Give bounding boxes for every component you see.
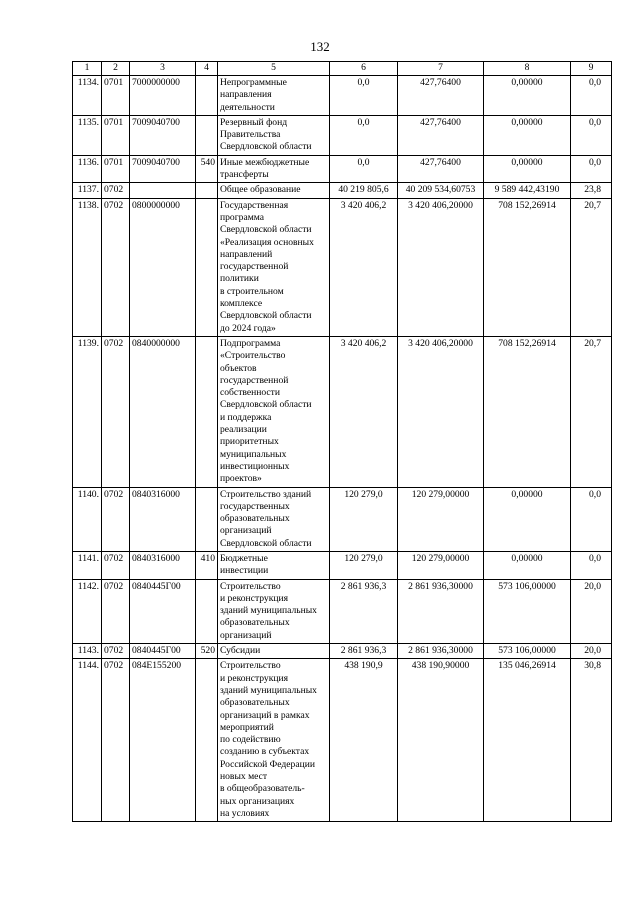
table-row bbox=[73, 155, 612, 183]
cell-executed-amount bbox=[484, 659, 571, 822]
row-name-text: Непрограммные направления деятельности bbox=[220, 77, 287, 113]
cell-row-number bbox=[73, 183, 102, 198]
cell-budget-list-amount bbox=[398, 183, 484, 198]
approved-amount-text: 120 279,0 bbox=[344, 488, 383, 500]
section-code-text: 0702 bbox=[104, 184, 124, 196]
cell-budget-list-amount bbox=[398, 155, 484, 183]
executed-amount-text: 0,00000 bbox=[511, 488, 543, 500]
cell-approved-amount bbox=[330, 336, 398, 487]
cell-section-code bbox=[102, 644, 130, 659]
approved-amount-text: 2 861 936,3 bbox=[340, 645, 387, 657]
cell-executed-amount bbox=[484, 336, 571, 487]
cell-row-number bbox=[73, 644, 102, 659]
cell-execution-percent bbox=[571, 551, 612, 579]
cell-execution-percent bbox=[571, 155, 612, 183]
approved-amount-text: 40 219 805,6 bbox=[338, 184, 389, 196]
section-code-text: 0702 bbox=[104, 488, 124, 500]
approved-amount-text: 438 190,9 bbox=[344, 660, 383, 672]
cell-expense-type-code bbox=[196, 155, 218, 183]
execution-percent-text: 0,0 bbox=[589, 156, 601, 168]
target-article-code-text: 0840445Г00 bbox=[132, 645, 181, 657]
cell-executed-amount bbox=[484, 115, 571, 155]
cell-section-code bbox=[102, 198, 130, 336]
approved-amount-text: 3 420 406,2 bbox=[340, 199, 387, 211]
table-row bbox=[73, 487, 612, 551]
cell-expense-type-code bbox=[196, 487, 218, 551]
expense-type-code-text: 520 bbox=[200, 645, 215, 657]
cell-execution-percent bbox=[571, 644, 612, 659]
target-article-code-text: 0840000000 bbox=[132, 337, 180, 349]
cell-expense-type-code bbox=[196, 76, 218, 116]
budget-table bbox=[72, 61, 612, 822]
execution-percent-text: 0,0 bbox=[589, 488, 601, 500]
executed-amount-text: 0,00000 bbox=[511, 552, 543, 564]
cell-row-number bbox=[73, 659, 102, 822]
cell-approved-amount bbox=[330, 644, 398, 659]
section-code-text: 0702 bbox=[104, 199, 124, 211]
row-name-text: Бюджетные инвестиции bbox=[220, 552, 269, 577]
cell-executed-amount bbox=[484, 551, 571, 579]
cell-approved-amount bbox=[330, 155, 398, 183]
budget-list-amount-text: 3 420 406,20000 bbox=[408, 199, 473, 211]
execution-percent-text: 23,8 bbox=[584, 184, 601, 196]
target-article-code-text: 7009040700 bbox=[132, 116, 180, 128]
cell-expense-type-code bbox=[196, 336, 218, 487]
row-number-text: 1139. bbox=[77, 337, 99, 349]
cell-approved-amount bbox=[330, 115, 398, 155]
section-code-text: 0701 bbox=[104, 116, 124, 128]
target-article-code-text: 7009040700 bbox=[132, 156, 180, 168]
executed-amount-text: 573 106,00000 bbox=[498, 580, 556, 592]
target-article-code-text: 0840445Г00 bbox=[132, 580, 181, 592]
row-name-text: Подпрограмма «Строительство объектов государственной собственности Свердловской области и поддержка реализации приоритетных муниципальных инвестиционных проектов» bbox=[220, 337, 312, 485]
execution-percent-text: 0,0 bbox=[589, 552, 601, 564]
cell-execution-percent bbox=[571, 336, 612, 487]
row-name-text: Строительство и реконструкция зданий муниципальных образовательных организаций в рамках мероприятий по содействию созданию в субъектах Российской Федерации новых мест в общеобразователь- ных организациях на условиях bbox=[220, 660, 317, 819]
cell-row-number bbox=[73, 198, 102, 336]
cell-budget-list-amount bbox=[398, 551, 484, 579]
cell-target-article-code bbox=[130, 551, 196, 579]
cell-approved-amount bbox=[330, 76, 398, 116]
cell-target-article-code bbox=[130, 579, 196, 643]
cell-target-article-code bbox=[130, 183, 196, 198]
cell-expense-type-code bbox=[196, 183, 218, 198]
row-number-text: 1144. bbox=[77, 660, 99, 672]
cell-approved-amount bbox=[330, 183, 398, 198]
cell-target-article-code bbox=[130, 198, 196, 336]
cell-row-number bbox=[73, 336, 102, 487]
cell-budget-list-amount bbox=[398, 76, 484, 116]
budget-list-amount-text: 438 190,90000 bbox=[411, 660, 470, 672]
row-number-text: 1135. bbox=[77, 116, 99, 128]
table-row bbox=[73, 644, 612, 659]
section-code-text: 0702 bbox=[104, 660, 124, 672]
cell-executed-amount bbox=[484, 155, 571, 183]
cell-target-article-code bbox=[130, 155, 196, 183]
cell-target-article-code bbox=[130, 487, 196, 551]
cell-executed-amount bbox=[484, 487, 571, 551]
executed-amount-text: 0,00000 bbox=[511, 77, 543, 88]
cell-row-name bbox=[218, 76, 330, 116]
table-row bbox=[73, 336, 612, 487]
executed-amount-text: 135 046,26914 bbox=[498, 660, 556, 672]
cell-execution-percent bbox=[571, 115, 612, 155]
cell-row-name bbox=[218, 183, 330, 198]
row-number-text: 1137. bbox=[77, 184, 99, 196]
execution-percent-text: 20,0 bbox=[584, 580, 601, 592]
row-number-text: 1140. bbox=[77, 488, 99, 500]
cell-expense-type-code bbox=[196, 551, 218, 579]
page-number: 132 bbox=[310, 39, 330, 54]
executed-amount-text: 708 152,26914 bbox=[498, 337, 556, 349]
cell-execution-percent bbox=[571, 487, 612, 551]
execution-percent-text: 20,0 bbox=[584, 645, 601, 657]
cell-row-number bbox=[73, 551, 102, 579]
cell-row-number bbox=[73, 487, 102, 551]
executed-amount-text: 708 152,26914 bbox=[498, 199, 556, 211]
cell-budget-list-amount bbox=[398, 198, 484, 336]
cell-executed-amount bbox=[484, 183, 571, 198]
header-col-5: 5 bbox=[218, 62, 330, 76]
cell-section-code bbox=[102, 183, 130, 198]
cell-section-code bbox=[102, 336, 130, 487]
executed-amount-text: 0,00000 bbox=[511, 156, 543, 168]
cell-row-name bbox=[218, 644, 330, 659]
row-number-text: 1142. bbox=[77, 580, 99, 592]
approved-amount-text: 120 279,0 bbox=[344, 552, 383, 564]
approved-amount-text: 2 861 936,3 bbox=[340, 580, 387, 592]
execution-percent-text: 30,8 bbox=[584, 660, 601, 672]
row-number-text: 1136. bbox=[77, 156, 99, 168]
approved-amount-text: 0,0 bbox=[357, 156, 370, 168]
budget-list-amount-text: 427,76400 bbox=[420, 77, 461, 88]
section-code-text: 0702 bbox=[104, 337, 124, 349]
cell-row-number bbox=[73, 76, 102, 116]
budget-list-amount-text: 3 420 406,20000 bbox=[408, 337, 473, 349]
cell-target-article-code bbox=[130, 659, 196, 822]
row-number-text: 1143. bbox=[77, 645, 99, 657]
executed-amount-text: 0,00000 bbox=[511, 116, 543, 128]
header-col-7: 7 bbox=[398, 62, 484, 76]
cell-execution-percent bbox=[571, 183, 612, 198]
target-article-code-text: 084E155200 bbox=[132, 660, 182, 672]
table-row bbox=[73, 115, 612, 155]
cell-execution-percent bbox=[571, 198, 612, 336]
target-article-code-text: 0840316000 bbox=[132, 552, 180, 564]
cell-section-code bbox=[102, 551, 130, 579]
cell-section-code bbox=[102, 487, 130, 551]
cell-budget-list-amount bbox=[398, 487, 484, 551]
cell-section-code bbox=[102, 155, 130, 183]
row-name-text: Общее образование bbox=[220, 184, 301, 196]
cell-expense-type-code bbox=[196, 115, 218, 155]
table-row bbox=[73, 551, 612, 579]
cell-expense-type-code bbox=[196, 659, 218, 822]
approved-amount-text: 0,0 bbox=[357, 116, 370, 128]
row-name-text: Субсидии bbox=[220, 645, 261, 657]
cell-row-name bbox=[218, 115, 330, 155]
approved-amount-text: 0,0 bbox=[357, 77, 370, 88]
cell-row-name bbox=[218, 198, 330, 336]
cell-row-name bbox=[218, 659, 330, 822]
row-name-text: Резервный фонд Правительства Свердловской области bbox=[220, 116, 312, 153]
target-article-code-text: 7000000000 bbox=[132, 77, 180, 88]
execution-percent-text: 0,0 bbox=[589, 116, 601, 128]
cell-row-number bbox=[73, 579, 102, 643]
table-header-row bbox=[73, 62, 612, 76]
row-name-text: Строительство зданий государственных образовательных организаций Свердловской области bbox=[220, 488, 312, 549]
cell-section-code bbox=[102, 115, 130, 155]
section-code-text: 0702 bbox=[104, 645, 124, 657]
cell-budget-list-amount bbox=[398, 579, 484, 643]
table-row bbox=[73, 579, 612, 643]
cell-row-name bbox=[218, 551, 330, 579]
cell-section-code bbox=[102, 659, 130, 822]
cell-target-article-code bbox=[130, 76, 196, 116]
budget-list-amount-text: 120 279,00000 bbox=[411, 552, 470, 564]
budget-list-amount-text: 2 861 936,30000 bbox=[408, 645, 473, 657]
execution-percent-text: 20,7 bbox=[584, 337, 601, 349]
budget-list-amount-text: 427,76400 bbox=[420, 116, 461, 128]
cell-approved-amount bbox=[330, 579, 398, 643]
execution-percent-text: 20,7 bbox=[584, 199, 601, 211]
cell-expense-type-code bbox=[196, 644, 218, 659]
row-number-text: 1138. bbox=[77, 199, 99, 211]
expense-type-code-text: 540 bbox=[200, 156, 215, 168]
target-article-code-text: 0800000000 bbox=[132, 199, 180, 211]
cell-budget-list-amount bbox=[398, 644, 484, 659]
execution-percent-text: 0,0 bbox=[589, 77, 601, 88]
cell-row-name bbox=[218, 487, 330, 551]
table-row bbox=[73, 659, 612, 822]
cell-expense-type-code bbox=[196, 579, 218, 643]
cell-executed-amount bbox=[484, 76, 571, 116]
table-row bbox=[73, 76, 612, 116]
row-name-text: Строительство и реконструкция зданий муниципальных образовательных организаций bbox=[220, 580, 317, 641]
cell-row-number bbox=[73, 155, 102, 183]
budget-list-amount-text: 2 861 936,30000 bbox=[408, 580, 473, 592]
section-code-text: 0701 bbox=[104, 77, 124, 88]
cell-executed-amount bbox=[484, 644, 571, 659]
cell-approved-amount bbox=[330, 487, 398, 551]
header-col-6: 6 bbox=[330, 62, 398, 76]
section-code-text: 0702 bbox=[104, 580, 124, 592]
approved-amount-text: 3 420 406,2 bbox=[340, 337, 387, 349]
cell-budget-list-amount bbox=[398, 659, 484, 822]
budget-list-amount-text: 120 279,00000 bbox=[411, 488, 470, 500]
header-col-4: 4 bbox=[196, 62, 218, 76]
header-col-3: 3 bbox=[130, 62, 196, 76]
expense-type-code-text: 410 bbox=[200, 552, 215, 564]
section-code-text: 0701 bbox=[104, 156, 124, 168]
budget-list-amount-text: 40 209 534,60753 bbox=[405, 184, 476, 196]
cell-row-name bbox=[218, 579, 330, 643]
budget-list-amount-text: 427,76400 bbox=[420, 156, 461, 168]
cell-execution-percent bbox=[571, 579, 612, 643]
cell-row-name bbox=[218, 336, 330, 487]
cell-expense-type-code bbox=[196, 198, 218, 336]
header-col-8: 8 bbox=[484, 62, 571, 76]
table-row bbox=[73, 198, 612, 336]
cell-executed-amount bbox=[484, 198, 571, 336]
row-name-text: Государственная программа Свердловской области «Реализация основных направлений государственной политики в строительном комплексе Свердловской области до 2024 года» bbox=[220, 199, 314, 334]
cell-approved-amount bbox=[330, 551, 398, 579]
cell-execution-percent bbox=[571, 659, 612, 822]
header-col-1: 1 bbox=[73, 62, 102, 76]
cell-target-article-code bbox=[130, 115, 196, 155]
cell-approved-amount bbox=[330, 198, 398, 336]
cell-section-code bbox=[102, 579, 130, 643]
cell-target-article-code bbox=[130, 644, 196, 659]
cell-row-name bbox=[218, 155, 330, 183]
cell-target-article-code bbox=[130, 336, 196, 487]
executed-amount-text: 573 106,00000 bbox=[498, 645, 556, 657]
row-name-text: Иные межбюджетные трансферты bbox=[220, 156, 310, 181]
cell-approved-amount bbox=[330, 659, 398, 822]
header-col-9: 9 bbox=[571, 62, 612, 76]
cell-executed-amount bbox=[484, 579, 571, 643]
cell-section-code bbox=[102, 76, 130, 116]
executed-amount-text: 9 589 442,43190 bbox=[494, 184, 560, 196]
header-col-2: 2 bbox=[102, 62, 130, 76]
table-row bbox=[73, 183, 612, 198]
cell-row-number bbox=[73, 115, 102, 155]
cell-budget-list-amount bbox=[398, 336, 484, 487]
target-article-code-text: 0840316000 bbox=[132, 488, 180, 500]
section-code-text: 0702 bbox=[104, 552, 124, 564]
row-number-text: 1141. bbox=[77, 552, 99, 564]
row-number-text: 1134. bbox=[77, 77, 99, 88]
cell-budget-list-amount bbox=[398, 115, 484, 155]
cell-execution-percent bbox=[571, 76, 612, 116]
